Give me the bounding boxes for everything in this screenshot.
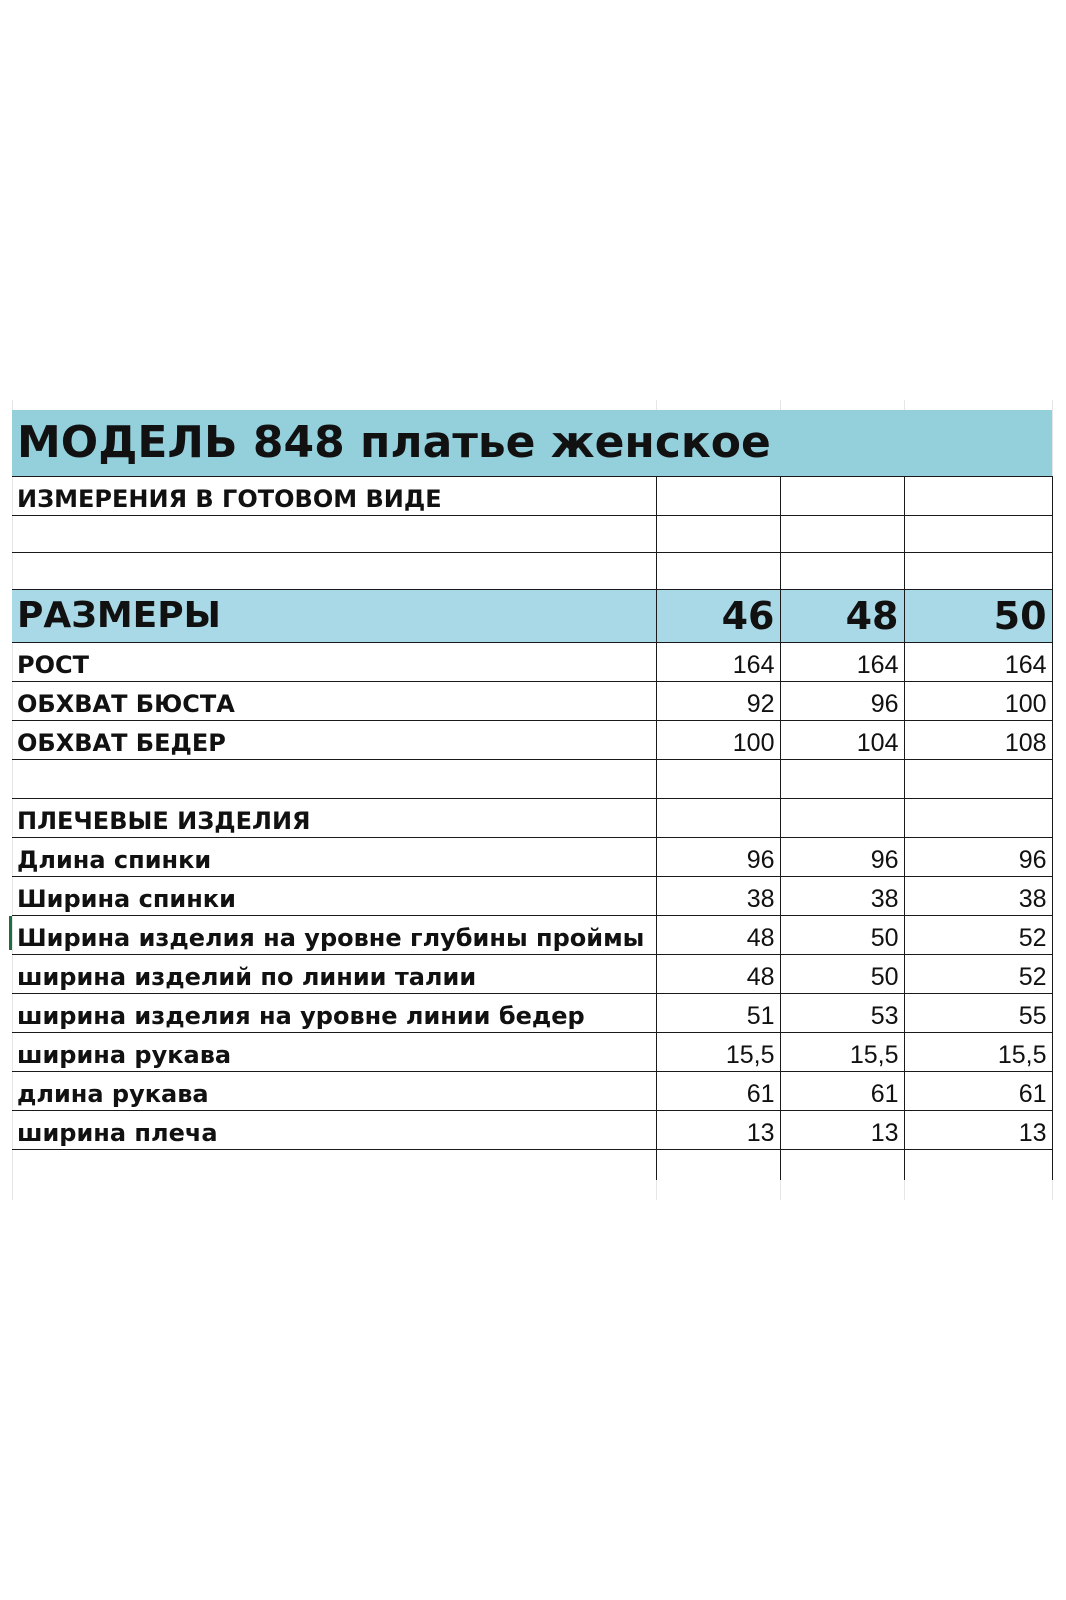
value-cell[interactable]: 38 bbox=[904, 877, 1052, 916]
table-row bbox=[12, 643, 1052, 682]
table-row bbox=[12, 838, 1052, 877]
row-label[interactable]: ОБХВАТ БЮСТА bbox=[12, 682, 656, 721]
value-cell[interactable]: 96 bbox=[780, 838, 904, 877]
sizes-label[interactable]: РАЗМЕРЫ bbox=[12, 590, 656, 643]
measurement-label[interactable]: ширина изделия на уровне линии бедер bbox=[12, 994, 656, 1033]
empty-row bbox=[12, 760, 1052, 799]
table-row bbox=[12, 877, 1052, 916]
value-cell[interactable]: 50 bbox=[780, 955, 904, 994]
value-cell[interactable]: 108 bbox=[904, 721, 1052, 760]
value-cell[interactable]: 96 bbox=[780, 682, 904, 721]
cell[interactable] bbox=[656, 477, 780, 516]
cell[interactable] bbox=[656, 1150, 780, 1181]
cell[interactable] bbox=[780, 799, 904, 838]
empty-row bbox=[12, 553, 1052, 590]
measurement-label[interactable]: Длина спинки bbox=[12, 838, 656, 877]
cell[interactable] bbox=[656, 553, 780, 590]
cell[interactable] bbox=[12, 516, 656, 553]
subtitle-cell[interactable]: ИЗМЕРЕНИЯ В ГОТОВОМ ВИДЕ bbox=[12, 477, 656, 516]
sizes-header-row bbox=[12, 590, 1052, 643]
measurement-label[interactable]: ширина изделий по линии талии bbox=[12, 955, 656, 994]
table-row bbox=[12, 1072, 1052, 1111]
value-cell[interactable]: 164 bbox=[904, 643, 1052, 682]
value-cell[interactable]: 52 bbox=[904, 916, 1052, 955]
value-cell[interactable]: 15,5 bbox=[656, 1033, 780, 1072]
cell[interactable] bbox=[780, 477, 904, 516]
value-cell[interactable]: 96 bbox=[904, 838, 1052, 877]
title-row bbox=[12, 410, 1052, 477]
size-header-cell[interactable]: 48 bbox=[780, 590, 904, 643]
table-row bbox=[12, 721, 1052, 760]
cell[interactable] bbox=[904, 477, 1052, 516]
value-cell[interactable]: 51 bbox=[656, 994, 780, 1033]
value-cell[interactable]: 13 bbox=[656, 1111, 780, 1150]
table-row bbox=[12, 916, 1052, 955]
cell[interactable] bbox=[904, 760, 1052, 799]
value-cell[interactable]: 38 bbox=[656, 877, 780, 916]
value-cell[interactable]: 164 bbox=[780, 643, 904, 682]
section-label[interactable]: ПЛЕЧЕВЫЕ ИЗДЕЛИЯ bbox=[12, 799, 656, 838]
size-chart-table bbox=[12, 410, 1053, 1180]
subtitle-row bbox=[12, 477, 1052, 516]
empty-row bbox=[12, 516, 1052, 553]
value-cell[interactable]: 55 bbox=[904, 994, 1052, 1033]
value-cell[interactable]: 15,5 bbox=[904, 1033, 1052, 1072]
cell[interactable] bbox=[780, 553, 904, 590]
value-cell[interactable]: 61 bbox=[904, 1072, 1052, 1111]
table-row bbox=[12, 1111, 1052, 1150]
value-cell[interactable]: 13 bbox=[904, 1111, 1052, 1150]
cell[interactable] bbox=[12, 1150, 656, 1181]
table-row bbox=[12, 994, 1052, 1033]
measurement-label[interactable]: Ширина спинки bbox=[12, 877, 656, 916]
cell[interactable] bbox=[656, 799, 780, 838]
measurement-label[interactable]: длина рукава bbox=[12, 1072, 656, 1111]
value-cell[interactable]: 92 bbox=[656, 682, 780, 721]
cell[interactable] bbox=[904, 799, 1052, 838]
cell[interactable] bbox=[780, 1150, 904, 1181]
value-cell[interactable]: 50 bbox=[780, 916, 904, 955]
row-label[interactable]: ОБХВАТ БЕДЕР bbox=[12, 721, 656, 760]
measurement-label[interactable]: ширина рукава bbox=[12, 1033, 656, 1072]
section-row bbox=[12, 799, 1052, 838]
cell[interactable] bbox=[780, 760, 904, 799]
value-cell[interactable]: 104 bbox=[780, 721, 904, 760]
value-cell[interactable]: 96 bbox=[656, 838, 780, 877]
empty-row bbox=[12, 1150, 1052, 1181]
value-cell[interactable]: 61 bbox=[656, 1072, 780, 1111]
value-cell[interactable]: 48 bbox=[656, 955, 780, 994]
measurement-label[interactable]: Ширина изделия на уровне глубины проймы bbox=[12, 916, 656, 955]
value-cell[interactable]: 15,5 bbox=[780, 1033, 904, 1072]
value-cell[interactable]: 61 bbox=[780, 1072, 904, 1111]
spreadsheet-area bbox=[0, 400, 1066, 1200]
value-cell[interactable]: 100 bbox=[656, 721, 780, 760]
table-row bbox=[12, 955, 1052, 994]
value-cell[interactable]: 38 bbox=[780, 877, 904, 916]
cell[interactable] bbox=[904, 516, 1052, 553]
table-row bbox=[12, 682, 1052, 721]
cell[interactable] bbox=[12, 760, 656, 799]
value-cell[interactable]: 164 bbox=[656, 643, 780, 682]
cell[interactable] bbox=[904, 1150, 1052, 1181]
value-cell[interactable]: 48 bbox=[656, 916, 780, 955]
cell[interactable] bbox=[904, 553, 1052, 590]
measurement-label[interactable]: ширина плеча bbox=[12, 1111, 656, 1150]
size-header-cell[interactable]: 46 bbox=[656, 590, 780, 643]
cell[interactable] bbox=[656, 760, 780, 799]
table-row bbox=[12, 1033, 1052, 1072]
value-cell[interactable]: 13 bbox=[780, 1111, 904, 1150]
model-title[interactable]: МОДЕЛЬ 848 платье женское bbox=[12, 410, 1052, 477]
value-cell[interactable]: 52 bbox=[904, 955, 1052, 994]
row-label[interactable]: РОСТ bbox=[12, 643, 656, 682]
cell[interactable] bbox=[780, 516, 904, 553]
cell[interactable] bbox=[12, 553, 656, 590]
size-header-cell[interactable]: 50 bbox=[904, 590, 1052, 643]
value-cell[interactable]: 100 bbox=[904, 682, 1052, 721]
value-cell[interactable]: 53 bbox=[780, 994, 904, 1033]
active-cell-marker bbox=[9, 916, 12, 950]
cell[interactable] bbox=[656, 516, 780, 553]
